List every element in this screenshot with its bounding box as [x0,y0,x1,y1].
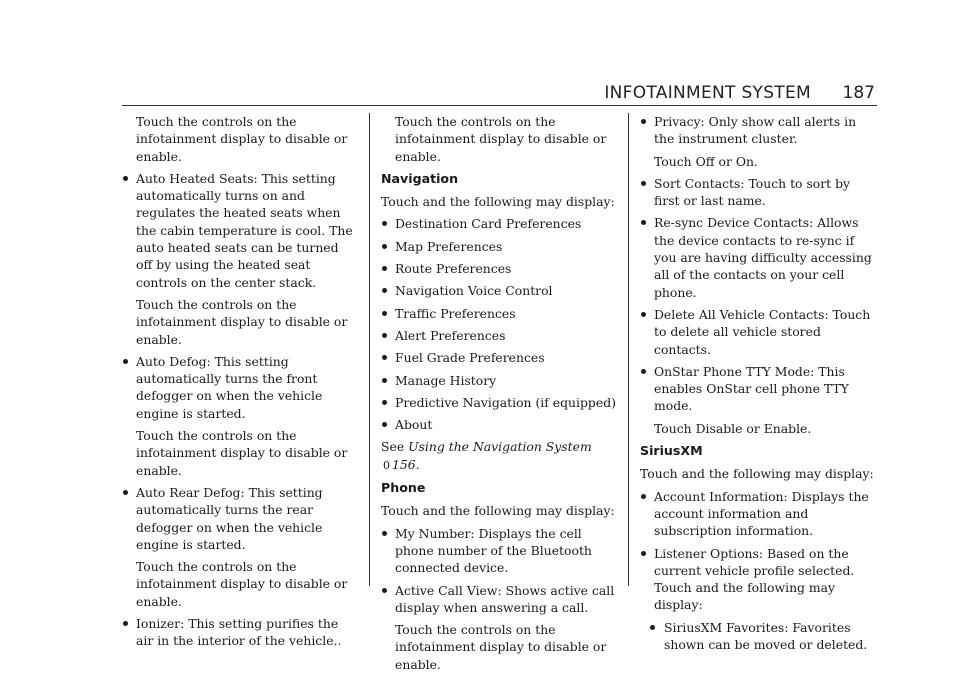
list-item: Active Call View: Shows active call display when answering a call. [381,582,617,617]
column-3 [640,113,878,658]
list-item: Ionizer: This setting purifies the air in the interior of the vehicle.. [122,615,358,650]
list-item: My Number: Displays the cell phone number of the Bluetooth connected device. [381,525,617,577]
paragraph: Touch the controls on the infotainment display to disable or enable. [136,114,348,164]
sub-bullet-list [640,619,878,654]
page-ref-arrow-icon: 0 [383,458,390,472]
paragraph: Touch and the following may display: [640,466,874,482]
bullet-list [122,353,358,422]
list-item: Route Preferences [381,260,617,277]
column-2 [381,113,617,678]
column-divider [369,113,370,586]
bullet-list [122,170,358,291]
section-heading-phone: Phone [381,480,426,496]
paragraph: Touch the controls on the infotainment display to disable or enable. [395,114,607,164]
list-item: Sort Contacts: Touch to sort by first or last name. [640,175,878,210]
list-item: Predictive Navigation (if equipped) [381,394,617,411]
list-item: Map Preferences [381,238,617,255]
paragraph: Touch Off or On. [654,153,758,169]
list-item: Navigation Voice Control [381,282,617,299]
column-1 [122,113,358,655]
phone-list [381,525,617,616]
list-item: Alert Preferences [381,327,617,344]
page-header [122,83,877,106]
list-item: Listener Options: Based on the current vehicle profile selected. Touch and the following may display: [640,545,878,614]
bullet-list [122,615,358,650]
list-item: Fuel Grade Preferences [381,349,617,366]
list-item: Auto Defog: This setting automatically turns the front defogger on when the vehicle engine is started. [122,353,358,422]
section-title: INFOTAINMENT SYSTEM [604,83,811,103]
list-item: About [381,416,617,433]
list-item: SiriusXM Favorites: Favorites shown can be moved or deleted. [640,619,878,654]
siriusxm-list [640,488,878,614]
list-item: Manage History [381,372,617,389]
list-item: Account Information: Displays the account information and subscription information. [640,488,878,540]
bullet-list [640,175,878,415]
paragraph: Touch and the following may display: [381,503,615,519]
list-item: Privacy: Only show call alerts in the instrument cluster. [640,113,878,148]
paragraph: Touch the controls on the infotainment display to disable or enable. [136,428,348,478]
cross-reference-page: 156 [392,456,416,472]
list-item: Delete All Vehicle Contacts: Touch to delete all vehicle stored contacts. [640,306,878,358]
paragraph: Touch the controls on the infotainment display to disable or enable. [136,296,348,347]
page-number: 187 [842,83,875,103]
navigation-list [381,215,617,433]
list-item: Re-sync Device Contacts: Allows the device contacts to re-sync if you are having difficulty accessing all of the contacts on your cell phone. [640,214,878,300]
section-heading-siriusxm: SiriusXM [640,443,703,459]
paragraph: Touch Disable or Enable. [654,420,812,436]
list-item: Traffic Preferences [381,305,617,322]
bullet-list [122,484,358,553]
cross-reference: See Using the Navigation System 0 156. [381,439,592,472]
list-item: OnStar Phone TTY Mode: This enables OnStar cell phone TTY mode. [640,363,878,415]
paragraph: Touch and the following may display: [381,194,615,210]
paragraph: Touch the controls on the infotainment display to disable or enable. [395,622,607,672]
column-divider [628,113,629,586]
list-item: Auto Rear Defog: This setting automatically turns the rear defogger on when the vehicle engine is started. [122,484,358,553]
section-heading-navigation: Navigation [381,170,459,186]
bullet-list [640,113,878,148]
list-item: Auto Heated Seats: This setting automatically turns on and regulates the heated seats when the cabin temperature is cool. The auto heated seats can be turned off by using the heated seat controls on the center stack. [122,170,358,291]
paragraph: Touch the controls on the infotainment display to disable or enable. [136,559,348,609]
list-item: Destination Card Preferences [381,215,617,232]
cross-reference-link[interactable]: Using the Navigation System [408,439,592,455]
